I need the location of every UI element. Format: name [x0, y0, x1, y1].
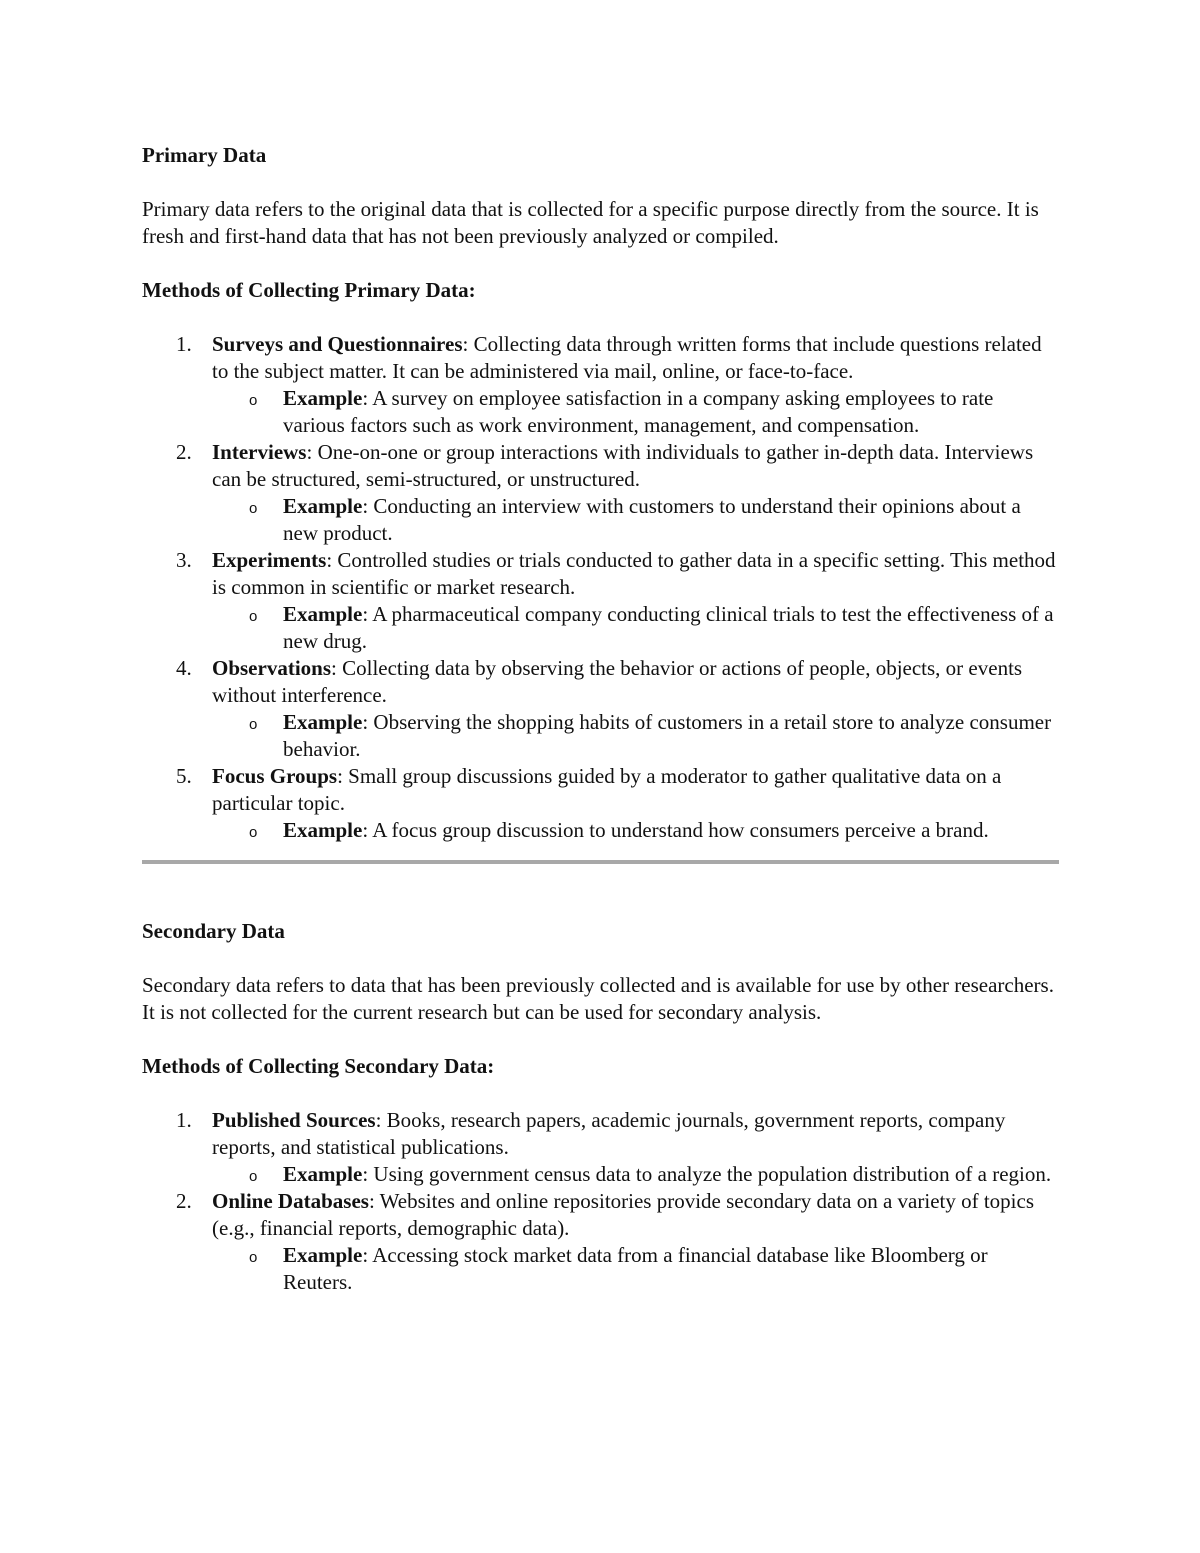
example-item	[212, 709, 1060, 763]
method-term: Focus Groups	[212, 764, 338, 788]
secondary-methods-list	[142, 1107, 1060, 1296]
primary-method-item	[142, 331, 1060, 439]
primary-data-section	[142, 142, 1060, 844]
example-list	[212, 493, 1060, 547]
primary-data-title: Primary Data	[142, 143, 267, 167]
example-item	[212, 385, 1060, 439]
secondary-data-section	[142, 918, 1060, 1296]
list-number: 2.	[176, 1189, 192, 1213]
example-label: Example	[283, 818, 363, 842]
method-description: : Controlled studies or trials conducted to gather data in a specific setting. This method is common in scientific or market research.	[212, 548, 1056, 599]
list-number: 3.	[176, 548, 192, 572]
example-item	[212, 601, 1060, 655]
list-number: 2.	[176, 440, 192, 464]
example-list	[212, 385, 1060, 439]
primary-method-item	[142, 439, 1060, 547]
secondary-methods-heading: Methods of Collecting Secondary Data:	[142, 1054, 495, 1078]
method-description: : Collecting data through written forms that include questions related to the subject matter. It can be administered via mail, online, or face-to-face.	[212, 332, 1042, 383]
secondary-method-item	[142, 1188, 1060, 1296]
example-text: : Observing the shopping habits of customers in a retail store to analyze consumer behavior.	[283, 710, 1052, 761]
method-term: Interviews	[212, 440, 307, 464]
example-label: Example	[283, 710, 363, 734]
method-description: : Small group discussions guided by a moderator to gather qualitative data on a particular topic.	[212, 764, 1002, 815]
secondary-data-title: Secondary Data	[142, 919, 285, 943]
example-item	[212, 493, 1060, 547]
circle-bullet-icon: o	[249, 1168, 258, 1185]
example-text: : Conducting an interview with customers to understand their opinions about a new product.	[283, 494, 1021, 545]
primary-method-item	[142, 655, 1060, 763]
primary-method-item	[142, 547, 1060, 655]
document-page	[142, 142, 1060, 1296]
circle-bullet-icon: o	[249, 716, 258, 733]
example-list	[212, 601, 1060, 655]
list-number: 1.	[176, 332, 192, 356]
primary-methods-heading: Methods of Collecting Primary Data:	[142, 278, 476, 302]
example-label: Example	[283, 602, 363, 626]
method-description: : Collecting data by observing the behavior or actions of people, objects, or events without interference.	[212, 656, 1023, 707]
method-description: : One-on-one or group interactions with individuals to gather in-depth data. Interviews can be structured, semi-structured, or unstructured.	[212, 440, 1034, 491]
method-term: Experiments	[212, 548, 327, 572]
method-term: Observations	[212, 656, 332, 680]
example-item	[212, 1161, 1060, 1188]
example-text: : A survey on employee satisfaction in a company asking employees to rate various factors such as work environment, management, and compensation.	[283, 386, 994, 437]
circle-bullet-icon: o	[249, 824, 258, 841]
primary-data-definition: Primary data refers to the original data that is collected for a specific purpose directly from the source. It is fresh and first-hand data that has not been previously analyzed or compiled.	[142, 197, 1039, 248]
circle-bullet-icon: o	[249, 1249, 258, 1266]
example-label: Example	[283, 386, 363, 410]
list-number: 4.	[176, 656, 192, 680]
example-list	[212, 1161, 1060, 1188]
list-number: 5.	[176, 764, 192, 788]
example-item	[212, 1242, 1060, 1296]
example-list	[212, 817, 1060, 844]
primary-method-item	[142, 763, 1060, 844]
example-label: Example	[283, 494, 363, 518]
example-item	[212, 817, 1060, 844]
method-term: Surveys and Questionnaires	[212, 332, 463, 356]
example-text: : A focus group discussion to understand how consumers perceive a brand.	[362, 818, 989, 842]
example-label: Example	[283, 1243, 363, 1267]
method-description: : Websites and online repositories provide secondary data on a variety of topics (e.g., financial reports, demographic data).	[212, 1189, 1035, 1240]
method-term: Online Databases	[212, 1189, 369, 1213]
example-list	[212, 1242, 1060, 1296]
example-text: : Accessing stock market data from a financial database like Bloomberg or Reuters.	[283, 1243, 988, 1294]
circle-bullet-icon: o	[249, 392, 258, 409]
primary-methods-list	[142, 331, 1060, 844]
method-term: Published Sources	[212, 1108, 376, 1132]
example-list	[212, 709, 1060, 763]
secondary-method-item	[142, 1107, 1060, 1188]
circle-bullet-icon: o	[249, 608, 258, 625]
example-text: : A pharmaceutical company conducting clinical trials to test the effectiveness of a new drug.	[283, 602, 1054, 653]
example-text: : Using government census data to analyze the population distribution of a region.	[362, 1162, 1052, 1186]
method-description: : Books, research papers, academic journals, government reports, company reports, and statistical publications.	[212, 1108, 1006, 1159]
list-number: 1.	[176, 1108, 192, 1132]
circle-bullet-icon: o	[249, 500, 258, 517]
example-label: Example	[283, 1162, 363, 1186]
secondary-data-definition: Secondary data refers to data that has been previously collected and is available for use by other researchers. It is not collected for the current research but can be used for secondary analysis.	[142, 973, 1054, 1024]
